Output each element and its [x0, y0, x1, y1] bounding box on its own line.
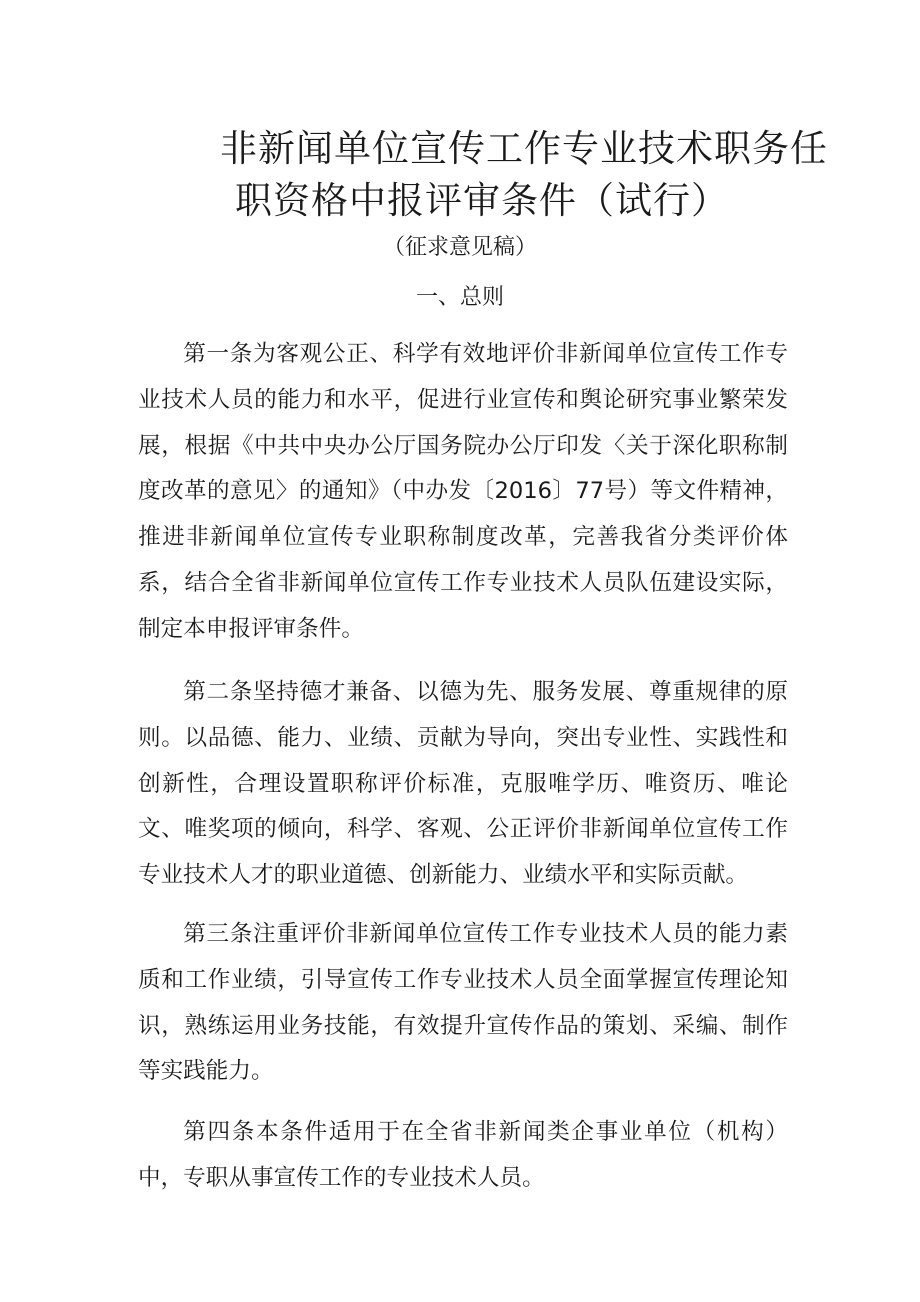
document-title-line-2: 职资格中报评审条件（试行） — [235, 179, 729, 222]
document-subtitle: （征求意见稿） — [382, 235, 537, 260]
article-3-paragraph: 第三条注重评价非新闻单位宣传工作专业技术人员的能力素质和工作业绩，引导宣传工作专业技术人员全面掌握宣传理论知识，熟练运用业务技能，有效提升宣传作品的策划、采编、制作等实践能力。 — [138, 921, 788, 1085]
section-heading: 一、总则 — [415, 285, 504, 310]
document-title-line-1: 非新闻单位宣传工作专业技术职务任 — [220, 127, 828, 170]
article-2-paragraph: 第二条坚持德才兼备、以德为先、服务发展、尊重规律的原则。以品德、能力、业绩、贡献为导向，突出专业性、实践性和创新性，合理设置职称评价标准，克服唯学历、唯资历、唯论文、唯奖项的倾向，科学、客观、公正评价非新闻单位宣传工作专业技术人才的职业道德、创新能力、业绩水平和实际贡献。 — [138, 679, 788, 889]
article-4-paragraph: 第四条本条件适用于在全省非新闻类企事业单位（机构）中，专职从事宣传工作的专业技术人员。 — [138, 1119, 788, 1191]
article-1-paragraph: 第一条为客观公正、科学有效地评价非新闻单位宣传工作专业技术人员的能力和水平，促进行业宣传和舆论研究事业繁荣发展，根据《中共中央办公厅国务院办公厅印发〈关于深化职称制度改革的意见〉的通知》（中办发〔2016〕77号）等文件精神，推进非新闻单位宣传专业职称制度改革，完善我省分类评价体系，结合全省非新闻单位宣传工作专业技术人员队伍建设实际，制定本申报评审条件。 — [138, 341, 788, 642]
